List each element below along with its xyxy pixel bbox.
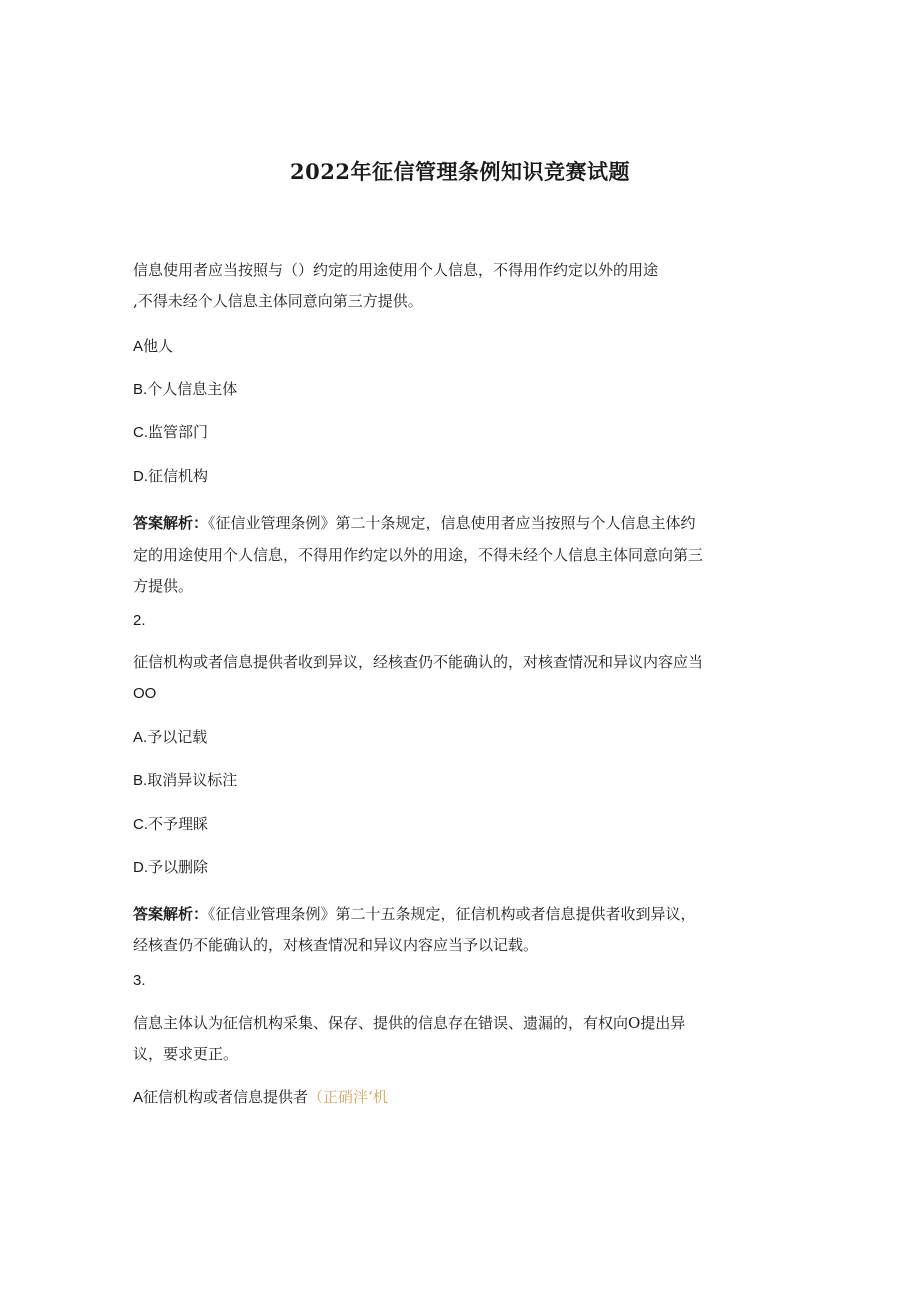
option-letter: D. xyxy=(133,859,148,876)
question-3-stem-line-2: 议，要求更正。 xyxy=(133,1045,239,1063)
question-3-number: 3. xyxy=(133,972,146,989)
analysis-text: 《征信业管理条例》第二十五条规定，征信机构或者信息提供者收到异议， xyxy=(208,905,696,923)
option-letter: A xyxy=(133,1089,144,1106)
question-2-stem-line-2: OO xyxy=(133,685,157,702)
question-3-stem-line-1: 信息主体认为征信机构采集、保存、提供的信息存在错误、遗漏的，有权向O提出异 xyxy=(133,1014,686,1032)
page-title: 2022年征信管理条例知识竞赛试题 xyxy=(290,159,630,184)
option-text: 不予理睬 xyxy=(148,815,209,833)
option-text: 征信机构 xyxy=(148,467,209,485)
question-2-option-d xyxy=(133,856,208,879)
option-letter: C. xyxy=(133,816,148,833)
option-text: 取消异议标注 xyxy=(147,771,238,789)
question-1-option-b xyxy=(133,378,237,401)
option-letter: D. xyxy=(133,468,148,485)
analysis-label: 答案解析： xyxy=(133,514,209,532)
question-1-analysis-line-1 xyxy=(133,512,696,534)
question-1-stem-line-2: ,不得未经个人信息主体同意向第三方提供。 xyxy=(133,292,423,310)
question-2-option-b xyxy=(133,769,237,792)
question-1-option-d xyxy=(133,465,208,488)
question-1-analysis-line-3: 方提供。 xyxy=(133,577,194,595)
question-1-stem-line-1: 信息使用者应当按照与（）约定的用途使用个人信息，不得用作约定以外的用途 xyxy=(133,261,659,279)
option-letter: B. xyxy=(133,381,148,398)
question-2-analysis-line-2: 经核查仍不能确认的，对核查情况和异议内容应当予以记载。 xyxy=(133,936,539,954)
analysis-label: 答案解析： xyxy=(133,905,209,923)
option-letter: B. xyxy=(133,772,148,789)
option-extra-text: （正硝泮‘机 xyxy=(308,1088,388,1106)
option-letter: A xyxy=(133,338,144,355)
question-2-analysis-line-1 xyxy=(133,903,696,925)
question-1-analysis-line-2: 定的用途使用个人信息，不得用作约定以外的用途，不得未经个人信息主体同意向第三 xyxy=(133,546,704,564)
question-2-stem-line-1: 征信机构或者信息提供者收到异议，经核查仍不能确认的，对核查情况和异议内容应当 xyxy=(133,653,704,671)
option-text: 征信机构或者信息提供者 xyxy=(143,1088,309,1106)
option-text: 监管部门 xyxy=(148,423,209,441)
option-text: 他人 xyxy=(143,337,174,355)
option-text: 予以删除 xyxy=(148,858,209,876)
question-2-number: 2. xyxy=(133,612,146,629)
question-2-option-a xyxy=(133,726,207,749)
option-text: 予以记载 xyxy=(147,728,208,746)
question-1-option-c xyxy=(133,421,208,444)
question-1-option-a xyxy=(133,335,173,358)
option-text: 个人信息主体 xyxy=(147,380,238,398)
option-letter: A. xyxy=(133,729,148,746)
question-2-option-c xyxy=(133,813,208,836)
option-letter: C. xyxy=(133,424,148,441)
analysis-text: 《征信业管理条例》第二十条规定，信息使用者应当按照与个人信息主体约 xyxy=(208,514,696,532)
question-3-option-a xyxy=(133,1086,388,1109)
